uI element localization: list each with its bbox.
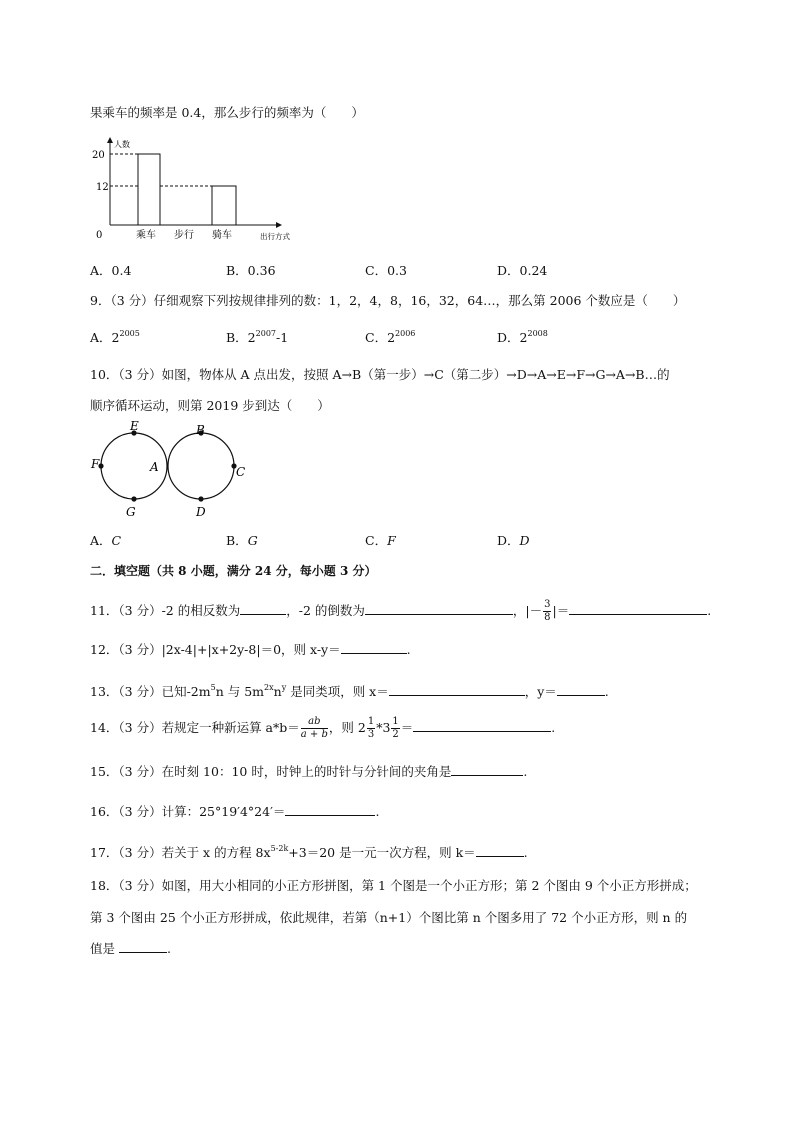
q16: 16．（3 分）计算：25°19′4°24′＝ . — [90, 804, 380, 819]
q10-stem-line1: 10．（3 分）如图，物体从 A 点出发，按照 A→B（第一步）→C（第二步）→D→A→E→F→G→A→B…的 — [90, 367, 670, 382]
q13: 13．（3 分）已知$-2m^5n$ 与 $5m^{2x}n^y$ 是同类项，则 x＝ ，y＝ . — [90, 683, 609, 699]
q14-blank[interactable] — [413, 718, 551, 732]
q10-option-b[interactable]: B．G — [226, 533, 258, 548]
y-axis-label: 人数 — [114, 140, 130, 149]
q10-option-c[interactable]: C．F — [365, 533, 396, 548]
x-tick-ride: 乘车 — [136, 230, 156, 241]
q8-option-c[interactable]: C．0.3 — [365, 263, 407, 278]
q11-blank-2[interactable] — [365, 601, 513, 615]
q15-blank[interactable] — [451, 762, 523, 776]
point-g — [131, 496, 136, 501]
q18-line2: 第 3 个图由 25 个小正方形拼成，依此规律，若第（n+1）个图比第 n 个图多用了 72 个小正方形，则 n 的 — [90, 910, 688, 925]
bar-ride — [138, 154, 160, 225]
y-tick-20: 20 — [92, 150, 105, 161]
q13-blank-y[interactable] — [557, 682, 605, 696]
q11-blank-3[interactable] — [569, 601, 707, 615]
q14: 14．（3 分）若规定一种新运算 a*b＝ $\frac{ab}{a + b}$ ，则 2 $\frac{1}{3}$ *3 $\frac{1}{2}$ ＝ . — [90, 716, 556, 740]
q8-option-b[interactable]: B．0.36 — [226, 263, 276, 278]
right-circle — [168, 433, 234, 499]
q10-stem-line2: 顺序循环运动，则第 2019 步到达（ ） — [90, 398, 330, 413]
label-f: F — [91, 457, 100, 471]
x-tick-bike: 骑车 — [212, 230, 232, 241]
x-axis-label: 出行方式 — [260, 232, 290, 241]
q11: 11．（3 分）-2 的相反数为 ，-2 的倒数为 ，|－ $\frac{3}{8}$ |＝ . — [90, 599, 712, 623]
label-g: G — [126, 505, 136, 519]
y-tick-0: 0 — [96, 230, 103, 241]
q15: 15．（3 分）在时刻 10：10 时，时钟上的时针与分针间的夹角是 . — [90, 764, 528, 779]
q16-blank[interactable] — [285, 802, 375, 816]
x-tick-walk: 步行 — [174, 230, 194, 241]
q17: 17．（3 分）若关于 x 的方程 $8x^{5-2k}+3=20$ 是一元一次方程，则 k＝ . — [90, 844, 528, 860]
q12: 12．（3 分）|2x-4|+|x+2y-8|＝0，则 x-y＝ . — [90, 642, 411, 657]
q17-blank[interactable] — [476, 843, 524, 857]
section-fill-in-title: 二．填空题（共 8 小题，满分 24 分，每小题 3 分） — [90, 564, 377, 578]
y-tick-12: 12 — [96, 182, 109, 193]
x-axis-arrow — [276, 222, 282, 228]
q9-stem: 9．（3 分）仔细观察下列按规律排列的数：1，2，4，8，16，32，64…，那么第 2006 个数应是（ ） — [90, 293, 686, 308]
q9-option-a[interactable]: A．$2^{2005}$ — [90, 329, 140, 345]
q10-circles-figure — [88, 418, 258, 523]
q9-option-b[interactable]: B．$2^{2007}-1$ — [226, 329, 289, 345]
label-e: E — [130, 419, 139, 433]
label-c: C — [236, 465, 246, 479]
q12-blank[interactable] — [341, 640, 407, 654]
q10-option-a[interactable]: A．C — [90, 533, 122, 548]
point-d — [198, 496, 203, 501]
q13-blank-x[interactable] — [389, 682, 525, 696]
label-a: A — [150, 460, 159, 474]
q18-blank[interactable] — [119, 939, 167, 953]
label-d: D — [196, 505, 206, 519]
label-b: B — [196, 423, 205, 437]
q8-option-a[interactable]: A．0.4 — [90, 263, 132, 278]
q8-bar-chart — [90, 135, 310, 245]
q18-line3: 值是 . — [90, 941, 171, 956]
q18-line1: 18．（3 分）如图，用大小相同的小正方形拼图，第 1 个图是一个小正方形；第 2 个图由 9 个小正方形拼成； — [90, 878, 697, 893]
bar-bike — [212, 186, 236, 225]
q10-option-d[interactable]: D．D — [497, 533, 530, 548]
q11-blank-1[interactable] — [240, 601, 286, 615]
y-axis-arrow — [107, 137, 113, 143]
q8-stem-tail: 果乘车的频率是 0.4，那么步行的频率为（ ） — [90, 105, 364, 120]
q9-option-c[interactable]: C．$2^{2006}$ — [365, 329, 416, 345]
q9-option-d[interactable]: D．$2^{2008}$ — [497, 329, 548, 345]
q8-option-d[interactable]: D．0.24 — [497, 263, 548, 278]
